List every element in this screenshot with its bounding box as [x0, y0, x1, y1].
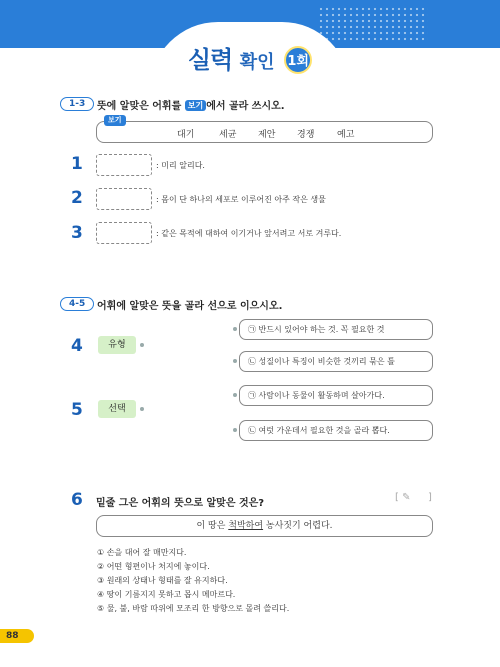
header-dot-pattern — [318, 6, 428, 42]
page-title — [150, 40, 350, 75]
bogi-tag: 보기 — [104, 115, 126, 126]
definition-1: : 미리 알리다. — [156, 161, 205, 170]
page-number: 88 — [0, 629, 34, 643]
bogi-inline-tag: 보기 — [185, 100, 206, 111]
instruction-part-after: 에서 골라 쓰시오. — [206, 101, 285, 112]
connect-dot[interactable] — [140, 407, 144, 411]
word-bank-item: 제안 — [258, 130, 276, 140]
connect-dot[interactable] — [140, 343, 144, 347]
question-number-6: 6 — [71, 490, 83, 510]
underlined-word: 척박하여 — [228, 521, 264, 531]
question-number-4: 4 — [71, 336, 83, 356]
definition-2: : 몸이 단 하나의 세포로 이루어진 아주 작은 생물 — [156, 195, 326, 204]
example-sentence — [96, 515, 433, 537]
title-main: 실력 — [187, 46, 233, 74]
question-number-2: 2 — [71, 188, 83, 208]
title-sub: 확인 — [239, 52, 275, 73]
word-bank-item: 예고 — [337, 130, 355, 140]
answer-bracket-close: ] — [428, 492, 432, 503]
question-number-3: 3 — [71, 223, 83, 243]
answer-box-1[interactable] — [96, 154, 152, 176]
section-label-4-5: 4-5 — [60, 297, 94, 311]
choice-5-a: ㉠ 사람이나 동물이 활동하며 살아가다. — [239, 385, 433, 406]
choice-4-a: ㉠ 반드시 있어야 하는 것. 꼭 필요한 것 — [239, 319, 433, 340]
sentence-after: 농사짓기 어렵다. — [263, 521, 333, 531]
word-bank-item: 경쟁 — [297, 130, 315, 140]
choice-5-b: ㉡ 여럿 가운데서 필요한 것을 골라 뽑다. — [239, 420, 433, 441]
answer-box-2[interactable] — [96, 188, 152, 210]
answer-box-3[interactable] — [96, 222, 152, 244]
connect-dot[interactable] — [233, 359, 237, 363]
term-box-5: 선택 — [98, 400, 136, 418]
option-3[interactable]: ③ 원래의 상태나 형태를 잘 유지하다. — [97, 576, 228, 585]
round-badge: 1회 — [284, 46, 312, 74]
term-box-4: 유형 — [98, 336, 136, 354]
section-label-1-3: 1-3 — [60, 97, 94, 111]
option-5[interactable]: ⑤ 물, 불, 바람 따위에 모조리 한 방향으로 몰려 쓸리다. — [97, 604, 290, 613]
pencil-icon: [ ✎ — [395, 492, 411, 503]
sentence-before: 이 땅은 — [196, 521, 229, 531]
question-number-1: 1 — [71, 154, 83, 174]
connect-dot[interactable] — [233, 428, 237, 432]
option-4[interactable]: ④ 땅이 기름지지 못하고 몹시 메마르다. — [97, 590, 236, 599]
option-2[interactable]: ② 어떤 형편이나 처지에 놓이다. — [97, 562, 210, 571]
word-bank-item: 대기 — [177, 130, 195, 140]
definition-3: : 같은 목적에 대하여 이기거나 앞서려고 서로 겨루다. — [156, 229, 342, 238]
connect-dot[interactable] — [233, 327, 237, 331]
word-bank-item: 세균 — [219, 130, 237, 140]
question-number-5: 5 — [71, 400, 83, 420]
instruction-part-before: 뜻에 알맞은 어휘를 — [97, 101, 182, 112]
option-1[interactable]: ① 손을 대어 잘 매만지다. — [97, 548, 187, 557]
section-instruction-2: 어휘에 알맞은 뜻을 골라 선으로 이으시오. — [97, 301, 283, 312]
connect-dot[interactable] — [233, 393, 237, 397]
choice-4-b: ㉡ 성질이나 특징이 비슷한 것끼리 묶은 틀 — [239, 351, 433, 372]
question-6-text: 밑줄 그은 어휘의 뜻으로 알맞은 것은? — [96, 498, 265, 509]
section-instruction-1 — [97, 97, 285, 112]
